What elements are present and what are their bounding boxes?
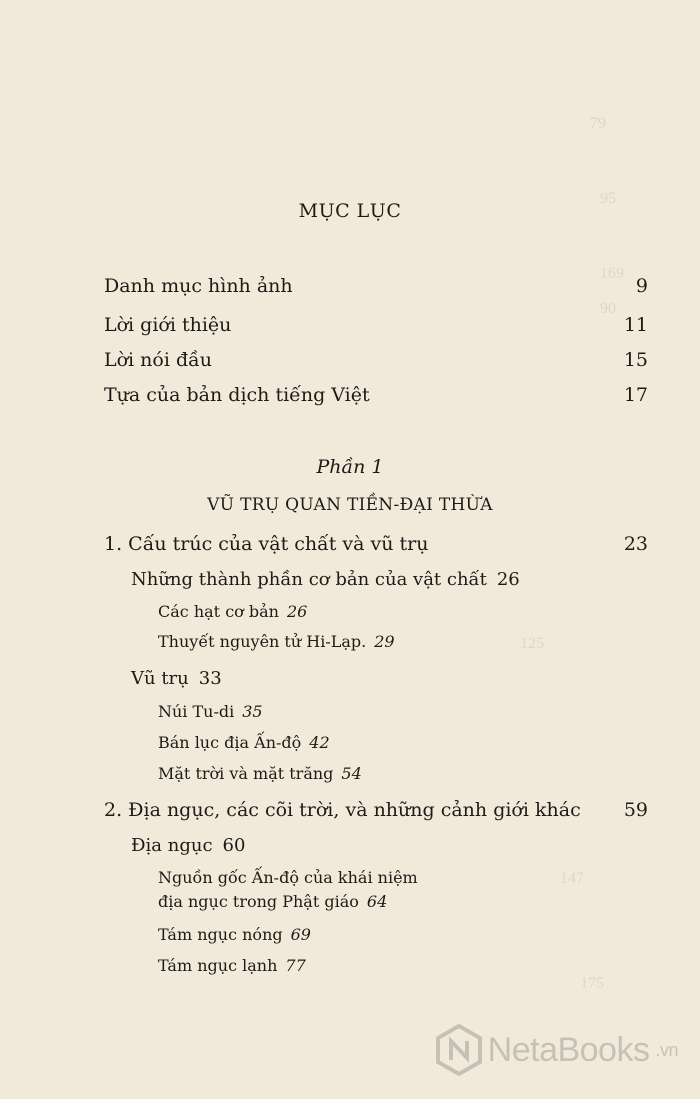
section-page: 60 — [222, 835, 246, 856]
subsection-entry — [158, 733, 330, 752]
part-label: Phần 1 — [316, 456, 384, 478]
watermark-brand: NetaBooks — [487, 1030, 650, 1069]
subsection-entry — [158, 956, 306, 975]
netabooks-logo-icon — [436, 1024, 482, 1076]
subsection-entry — [158, 632, 395, 651]
subsection-entry — [158, 892, 387, 911]
subsection-page: 29 — [374, 632, 395, 651]
section-title: Địa ngục — [131, 835, 213, 856]
section-entry — [131, 668, 222, 689]
watermark-suffix: .vn — [655, 1039, 678, 1060]
toc-heading: MỤC LỤC — [298, 200, 402, 222]
section-page: 33 — [198, 668, 222, 689]
subsection-page: 64 — [366, 892, 388, 911]
subsection-page: 35 — [242, 702, 263, 721]
subsection-entry — [158, 764, 362, 783]
toc-entry-label: Tựa của bản dịch tiếng Việt — [104, 384, 370, 406]
subsection-entry — [158, 702, 263, 721]
section-page: 26 — [496, 569, 520, 590]
subsection-page: 54 — [341, 764, 362, 783]
subsection-title: Mặt trời và mặt trăng — [158, 764, 334, 783]
chapter-page: 59 — [623, 799, 648, 821]
part-title: VŨ TRỤ QUAN TIỀN-ĐẠI THỪA — [207, 495, 493, 515]
toc-entry-page: 15 — [623, 349, 648, 371]
bleed-through-text: 79 95 169 90 125 147 175 — [520, 115, 624, 992]
section-title: Vũ trụ — [131, 668, 189, 689]
subsection-title: Các hạt cơ bản — [158, 602, 279, 621]
chapter-page: 23 — [623, 533, 648, 555]
toc-entry-page: 11 — [623, 314, 648, 336]
subsection-page: 42 — [309, 733, 330, 752]
subsection-page: 77 — [285, 956, 306, 975]
toc-entry-label: Lời nói đầu — [104, 349, 213, 371]
toc-entry-page: 17 — [623, 384, 648, 406]
subsection-title: Tám ngục lạnh — [158, 956, 278, 975]
toc-entry-label: Lời giới thiệu — [104, 314, 232, 336]
subsection-entry — [158, 925, 311, 944]
toc-entry-label: Danh mục hình ảnh — [104, 275, 293, 297]
toc-entry-page: 9 — [635, 275, 648, 297]
subsection-title: Tám ngục nóng — [158, 925, 283, 944]
section-entry — [131, 835, 245, 856]
subsection-page: 26 — [286, 602, 308, 621]
subsection-entry — [158, 602, 307, 621]
section-entry — [131, 569, 520, 590]
chapter-title: 2. Địa ngục, các cõi trời, và những cảnh giới khác — [104, 799, 581, 821]
subsection-title: Thuyết nguyên tử Hi-Lạp. — [158, 632, 367, 651]
subsection-title: Bán lục địa Ấn-độ — [158, 733, 302, 752]
chapter-title: 1. Cấu trúc của vật chất và vũ trụ — [104, 533, 429, 555]
subsection-title-line: địa ngục trong Phật giáo — [158, 892, 359, 911]
subsection-page: 69 — [290, 925, 311, 944]
netabooks-watermark — [378, 1020, 678, 1080]
subsection-title: Núi Tu-di — [158, 702, 235, 721]
subsection-title-line: Nguồn gốc Ấn-độ của khái niệm — [158, 868, 418, 887]
section-title: Những thành phần cơ bản của vật chất — [131, 569, 487, 590]
